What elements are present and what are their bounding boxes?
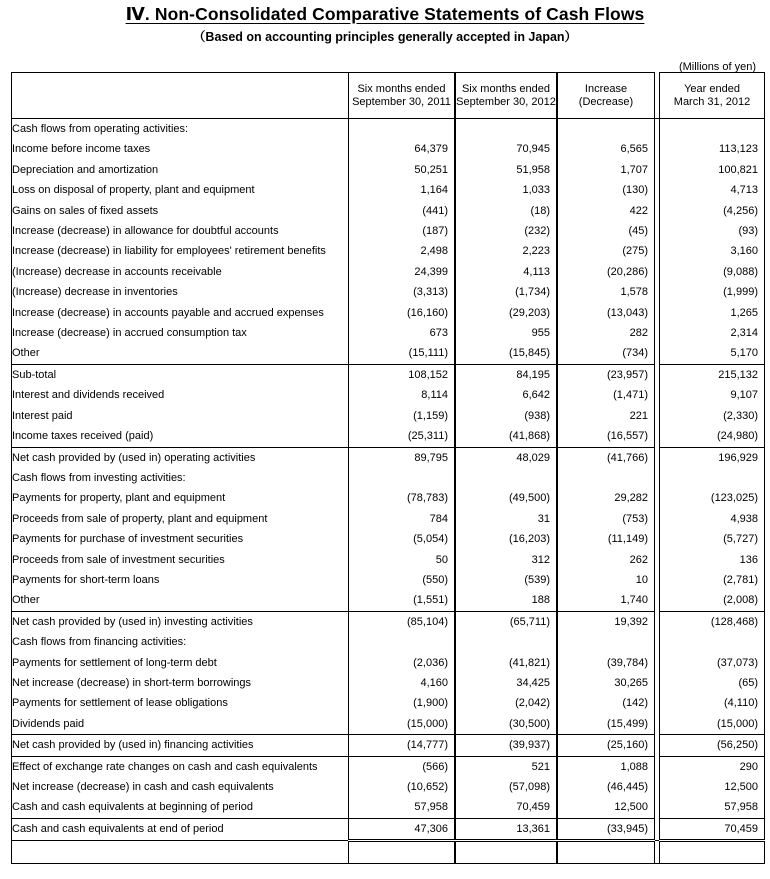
value-cell: [557, 119, 655, 140]
section-header-row: [12, 632, 765, 652]
row-label: Proceeds from sale of property, plant and equipment: [12, 509, 349, 529]
value-cell: 521: [455, 756, 557, 777]
row-label: Interest and dividends received: [12, 385, 349, 405]
row-label: (Increase) decrease in accounts receivable: [12, 262, 349, 282]
value-cell: (275): [557, 241, 655, 261]
column-header-increase: Increase (Decrease): [557, 73, 655, 119]
header-label-cell: [12, 73, 349, 119]
value-cell: (441): [349, 201, 456, 221]
value-cell: (130): [557, 180, 655, 200]
value-cell: 2,223: [455, 241, 557, 261]
value-cell: (65,711): [455, 611, 557, 632]
value-cell: 4,113: [455, 262, 557, 282]
row-label: Payments for property, plant and equipment: [12, 488, 349, 508]
row-label: Proceeds from sale of investment securities: [12, 550, 349, 570]
value-cell: 221: [557, 406, 655, 426]
value-cell: (1,551): [349, 590, 456, 611]
value-cell: (13,043): [557, 303, 655, 323]
table-row: [12, 447, 765, 468]
value-cell: 4,713: [660, 180, 765, 200]
value-cell: (539): [455, 570, 557, 590]
value-cell: 784: [349, 509, 456, 529]
value-cell: 136: [660, 550, 765, 570]
table-row: [12, 529, 765, 549]
value-cell: 19,392: [557, 611, 655, 632]
value-cell: 100,821: [660, 160, 765, 180]
table-row: [12, 201, 765, 221]
value-cell: [455, 119, 557, 140]
value-cell: 108,152: [349, 364, 456, 385]
value-cell: 1,088: [557, 756, 655, 777]
value-cell: 4,160: [349, 673, 456, 693]
value-cell: (2,042): [455, 693, 557, 713]
row-label: Net increase (decrease) in short-term borrowings: [12, 673, 349, 693]
table-row: [12, 406, 765, 426]
value-cell: [557, 468, 655, 488]
value-cell: (187): [349, 221, 456, 241]
row-label: Payments for purchase of investment securities: [12, 529, 349, 549]
spacer-cell: [349, 841, 456, 863]
value-cell: 12,500: [660, 777, 765, 797]
table-bottom-spacer: [12, 841, 765, 863]
row-label: Increase (decrease) in accounts payable and accrued expenses: [12, 303, 349, 323]
table-row: [12, 426, 765, 447]
row-label: Net increase (decrease) in cash and cash equivalents: [12, 777, 349, 797]
spacer-cell: [660, 841, 765, 863]
column-header-row: [12, 73, 765, 119]
table-row: [12, 673, 765, 693]
value-cell: (14,777): [349, 735, 456, 756]
value-cell: 312: [455, 550, 557, 570]
table-row: [12, 653, 765, 673]
table-row: [12, 343, 765, 364]
table-row: [12, 777, 765, 797]
value-cell: (25,160): [557, 735, 655, 756]
value-cell: (123,025): [660, 488, 765, 508]
row-label: Net cash provided by (used in) investing activities: [12, 611, 349, 632]
value-cell: (15,499): [557, 714, 655, 735]
value-cell: (1,471): [557, 385, 655, 405]
row-label: Loss on disposal of property, plant and equipment: [12, 180, 349, 200]
row-label: Net cash provided by (used in) operating activities: [12, 447, 349, 468]
table-row: [12, 756, 765, 777]
row-label: (Increase) decrease in inventories: [12, 282, 349, 302]
value-cell: (10,652): [349, 777, 456, 797]
row-label: Payments for settlement of long-term debt: [12, 653, 349, 673]
value-cell: [349, 119, 456, 140]
table-row: [12, 818, 765, 840]
value-cell: 1,265: [660, 303, 765, 323]
table-row: [12, 221, 765, 241]
value-cell: (20,286): [557, 262, 655, 282]
value-cell: 2,498: [349, 241, 456, 261]
value-cell: 57,958: [660, 797, 765, 818]
value-cell: 1,740: [557, 590, 655, 611]
table-row: [12, 364, 765, 385]
table-row: [12, 303, 765, 323]
table-row: [12, 735, 765, 756]
value-cell: 29,282: [557, 488, 655, 508]
value-cell: 282: [557, 323, 655, 343]
row-label: Cash and cash equivalents at beginning of period: [12, 797, 349, 818]
value-cell: (37,073): [660, 653, 765, 673]
document-title: [0, 4, 770, 25]
column-header-h1-2011: Six months ended September 30, 2011: [349, 73, 456, 119]
value-cell: 422: [557, 201, 655, 221]
row-label: Depreciation and amortization: [12, 160, 349, 180]
value-cell: (16,160): [349, 303, 456, 323]
row-label: Increase (decrease) in accrued consumption tax: [12, 323, 349, 343]
value-cell: (753): [557, 509, 655, 529]
value-cell: 13,361: [455, 818, 557, 840]
value-cell: (33,945): [557, 818, 655, 840]
value-cell: (16,203): [455, 529, 557, 549]
table-row: [12, 180, 765, 200]
table-row: [12, 262, 765, 282]
section-header-row: [12, 468, 765, 488]
row-label: Cash flows from operating activities:: [12, 119, 349, 140]
table-row: [12, 323, 765, 343]
value-cell: 89,795: [349, 447, 456, 468]
row-label: Cash and cash equivalents at end of period: [12, 818, 349, 840]
value-cell: 1,578: [557, 282, 655, 302]
value-cell: (15,845): [455, 343, 557, 364]
value-cell: (29,203): [455, 303, 557, 323]
value-cell: (232): [455, 221, 557, 241]
value-cell: (65): [660, 673, 765, 693]
table-row: [12, 611, 765, 632]
spacer-cell: [557, 841, 655, 863]
value-cell: (56,250): [660, 735, 765, 756]
value-cell: 31: [455, 509, 557, 529]
value-cell: (2,781): [660, 570, 765, 590]
value-cell: 1,033: [455, 180, 557, 200]
value-cell: 8,114: [349, 385, 456, 405]
value-cell: (41,821): [455, 653, 557, 673]
value-cell: (1,900): [349, 693, 456, 713]
value-cell: (49,500): [455, 488, 557, 508]
value-cell: 51,958: [455, 160, 557, 180]
value-cell: (4,256): [660, 201, 765, 221]
value-cell: (15,111): [349, 343, 456, 364]
table-row: [12, 550, 765, 570]
cash-flow-body: [12, 119, 765, 864]
value-cell: (2,008): [660, 590, 765, 611]
value-cell: 70,459: [660, 818, 765, 840]
value-cell: (57,098): [455, 777, 557, 797]
value-cell: (5,054): [349, 529, 456, 549]
table-row: [12, 797, 765, 818]
value-cell: (15,000): [660, 714, 765, 735]
value-cell: 10: [557, 570, 655, 590]
value-cell: 50,251: [349, 160, 456, 180]
section-header-row: [12, 119, 765, 140]
column-header-h1-2012: Six months ended September 30, 2012: [455, 73, 557, 119]
value-cell: 12,500: [557, 797, 655, 818]
value-cell: (23,957): [557, 364, 655, 385]
table-row: [12, 590, 765, 611]
value-cell: 70,945: [455, 139, 557, 159]
value-cell: (3,313): [349, 282, 456, 302]
value-cell: 262: [557, 550, 655, 570]
value-cell: (938): [455, 406, 557, 426]
row-label: Other: [12, 343, 349, 364]
value-cell: 673: [349, 323, 456, 343]
row-label: Increase (decrease) in liability for employees' retirement benefits: [12, 241, 349, 261]
row-label: Dividends paid: [12, 714, 349, 735]
value-cell: (41,868): [455, 426, 557, 447]
value-cell: (39,784): [557, 653, 655, 673]
value-cell: (2,036): [349, 653, 456, 673]
value-cell: 48,029: [455, 447, 557, 468]
row-label: Increase (decrease) in allowance for doubtful accounts: [12, 221, 349, 241]
value-cell: (9,088): [660, 262, 765, 282]
value-cell: (566): [349, 756, 456, 777]
value-cell: 196,929: [660, 447, 765, 468]
value-cell: 1,707: [557, 160, 655, 180]
value-cell: [455, 468, 557, 488]
value-cell: (4,110): [660, 693, 765, 713]
value-cell: (1,734): [455, 282, 557, 302]
value-cell: [557, 632, 655, 652]
value-cell: [349, 632, 456, 652]
value-cell: (16,557): [557, 426, 655, 447]
value-cell: 47,306: [349, 818, 456, 840]
value-cell: (39,937): [455, 735, 557, 756]
value-cell: (128,468): [660, 611, 765, 632]
value-cell: 6,642: [455, 385, 557, 405]
value-cell: (550): [349, 570, 456, 590]
table-row: [12, 570, 765, 590]
value-cell: (25,311): [349, 426, 456, 447]
table-row: [12, 714, 765, 735]
value-cell: 5,170: [660, 343, 765, 364]
value-cell: 70,459: [455, 797, 557, 818]
value-cell: 2,314: [660, 323, 765, 343]
row-label: Income before income taxes: [12, 139, 349, 159]
value-cell: [660, 632, 765, 652]
row-label: Payments for settlement of lease obligations: [12, 693, 349, 713]
row-label: Cash flows from investing activities:: [12, 468, 349, 488]
value-cell: (30,500): [455, 714, 557, 735]
value-cell: 4,938: [660, 509, 765, 529]
table-row: [12, 385, 765, 405]
value-cell: (24,980): [660, 426, 765, 447]
value-cell: 34,425: [455, 673, 557, 693]
row-label: Cash flows from financing activities:: [12, 632, 349, 652]
value-cell: 1,164: [349, 180, 456, 200]
value-cell: 50: [349, 550, 456, 570]
table-row: [12, 241, 765, 261]
value-cell: (41,766): [557, 447, 655, 468]
value-cell: 24,399: [349, 262, 456, 282]
value-cell: 30,265: [557, 673, 655, 693]
row-label: Income taxes received (paid): [12, 426, 349, 447]
unit-note: (Millions of yen): [678, 61, 756, 73]
table-row: [12, 509, 765, 529]
value-cell: [455, 632, 557, 652]
value-cell: 113,123: [660, 139, 765, 159]
cash-flow-table: [11, 72, 765, 864]
value-cell: (2,330): [660, 406, 765, 426]
row-label: Effect of exchange rate changes on cash and cash equivalents: [12, 756, 349, 777]
value-cell: 290: [660, 756, 765, 777]
value-cell: 84,195: [455, 364, 557, 385]
value-cell: 9,107: [660, 385, 765, 405]
value-cell: 64,379: [349, 139, 456, 159]
value-cell: (15,000): [349, 714, 456, 735]
table-row: [12, 282, 765, 302]
value-cell: (5,727): [660, 529, 765, 549]
row-label: Sub-total: [12, 364, 349, 385]
value-cell: (142): [557, 693, 655, 713]
table-row: [12, 160, 765, 180]
value-cell: (46,445): [557, 777, 655, 797]
value-cell: 57,958: [349, 797, 456, 818]
value-cell: 6,565: [557, 139, 655, 159]
row-label: Interest paid: [12, 406, 349, 426]
row-label: Other: [12, 590, 349, 611]
spacer-cell: [455, 841, 557, 863]
value-cell: [660, 468, 765, 488]
table-row: [12, 139, 765, 159]
value-cell: (78,783): [349, 488, 456, 508]
row-label: Net cash provided by (used in) financing activities: [12, 735, 349, 756]
column-header-fy-2012: Year ended March 31, 2012: [660, 73, 765, 119]
value-cell: 215,132: [660, 364, 765, 385]
value-cell: (85,104): [349, 611, 456, 632]
value-cell: [349, 468, 456, 488]
row-label: Payments for short-term loans: [12, 570, 349, 590]
row-label: Gains on sales of fixed assets: [12, 201, 349, 221]
value-cell: 3,160: [660, 241, 765, 261]
document-title-text: Ⅳ. Non-Consolidated Comparative Statements of Cash Flows: [125, 4, 645, 24]
value-cell: (93): [660, 221, 765, 241]
document-subtitle: （Based on accounting principles generally accepted in Japan）: [192, 30, 578, 44]
value-cell: (734): [557, 343, 655, 364]
table-row: [12, 693, 765, 713]
value-cell: 955: [455, 323, 557, 343]
value-cell: (18): [455, 201, 557, 221]
value-cell: (45): [557, 221, 655, 241]
value-cell: 188: [455, 590, 557, 611]
value-cell: (1,999): [660, 282, 765, 302]
table-row: [12, 488, 765, 508]
spacer-cell: [12, 841, 349, 863]
value-cell: (1,159): [349, 406, 456, 426]
value-cell: (11,149): [557, 529, 655, 549]
value-cell: [660, 119, 765, 140]
